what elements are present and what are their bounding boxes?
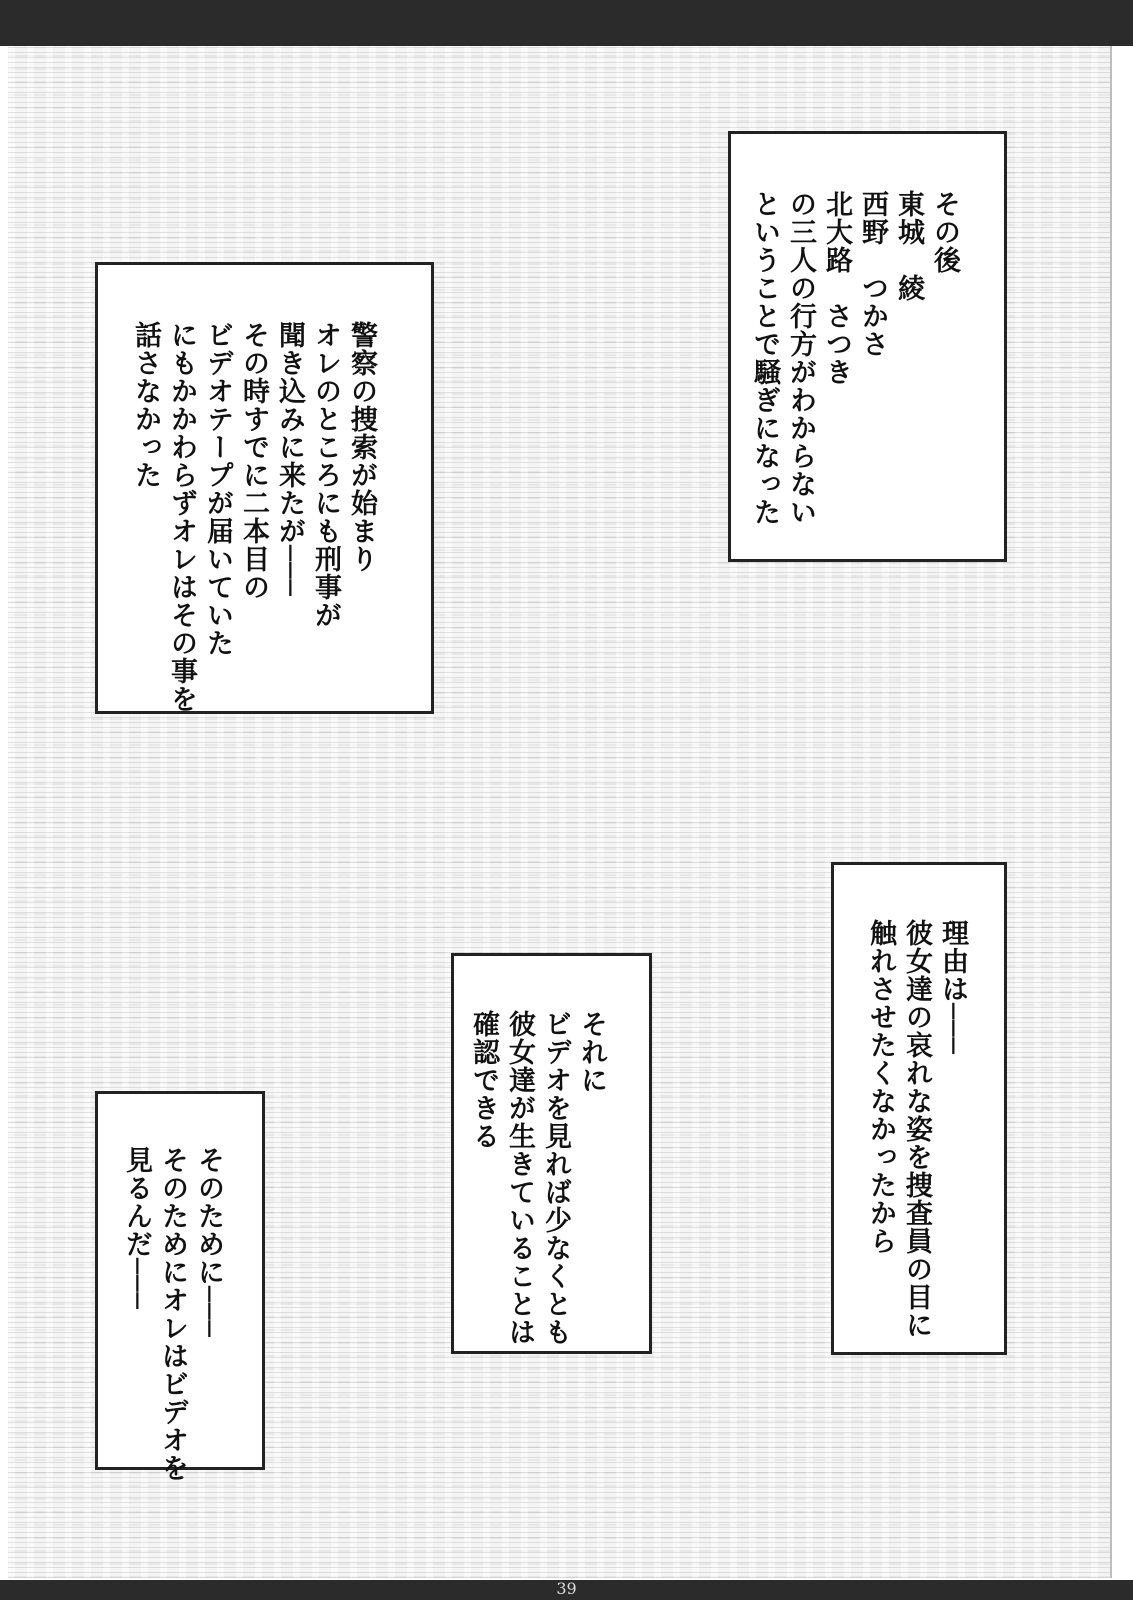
caption-line: 触れさせたくなかったから (865, 919, 896, 1255)
caption-text (465, 1010, 609, 1405)
caption-line: 北大路 さつき (821, 190, 852, 386)
caption-line: 警察の捜索が始まり (346, 321, 377, 573)
caption-box-bottom-right (831, 862, 1007, 1355)
caption-line: 聞き込みに来たが─── (274, 321, 305, 597)
caption-line: ビデオテープが届いていた (202, 321, 233, 657)
caption-line: それに (576, 1010, 607, 1094)
page-edge-line (1110, 46, 1112, 1578)
caption-line: ビデオを見れば少なくとも (540, 1010, 571, 1346)
caption-text (118, 1146, 226, 1519)
caption-text (746, 190, 962, 615)
caption-box-bottom-middle (451, 953, 652, 1354)
caption-line: 東城 綾 (893, 190, 924, 302)
caption-line: 話さなかった (130, 321, 161, 489)
caption-line: その時すでに二本目の (238, 321, 269, 601)
caption-line: その後 (929, 190, 960, 274)
caption-box-bottom-left (95, 1091, 265, 1482)
page-number: 39 (556, 1579, 577, 1598)
caption-line: ということで騒ぎになった (749, 190, 780, 526)
caption-text (862, 919, 970, 1406)
caption-line: 確認できる (468, 1010, 499, 1150)
caption-line: そのためにオレはビデオを (157, 1146, 188, 1482)
caption-line: 西野 つかさ (857, 190, 888, 358)
caption-text (127, 321, 379, 767)
caption-line: 彼女達の哀れな姿を捜査員の目に (901, 919, 932, 1339)
caption-line: 見るんだ─── (121, 1146, 152, 1310)
caption-line: にもかかわらずオレはその事を (166, 321, 197, 713)
caption-line: 彼女達が生きていることは (504, 1010, 535, 1346)
caption-line: オレのところにも刑事が (310, 321, 341, 629)
caption-box-top-right (728, 131, 1007, 562)
top-border-bar (0, 0, 1133, 46)
caption-line: そのために─── (193, 1146, 224, 1338)
caption-box-middle-left (95, 262, 434, 714)
caption-line: 理由は─── (937, 919, 968, 1055)
caption-line: の三人の行方がわからない (785, 190, 816, 526)
